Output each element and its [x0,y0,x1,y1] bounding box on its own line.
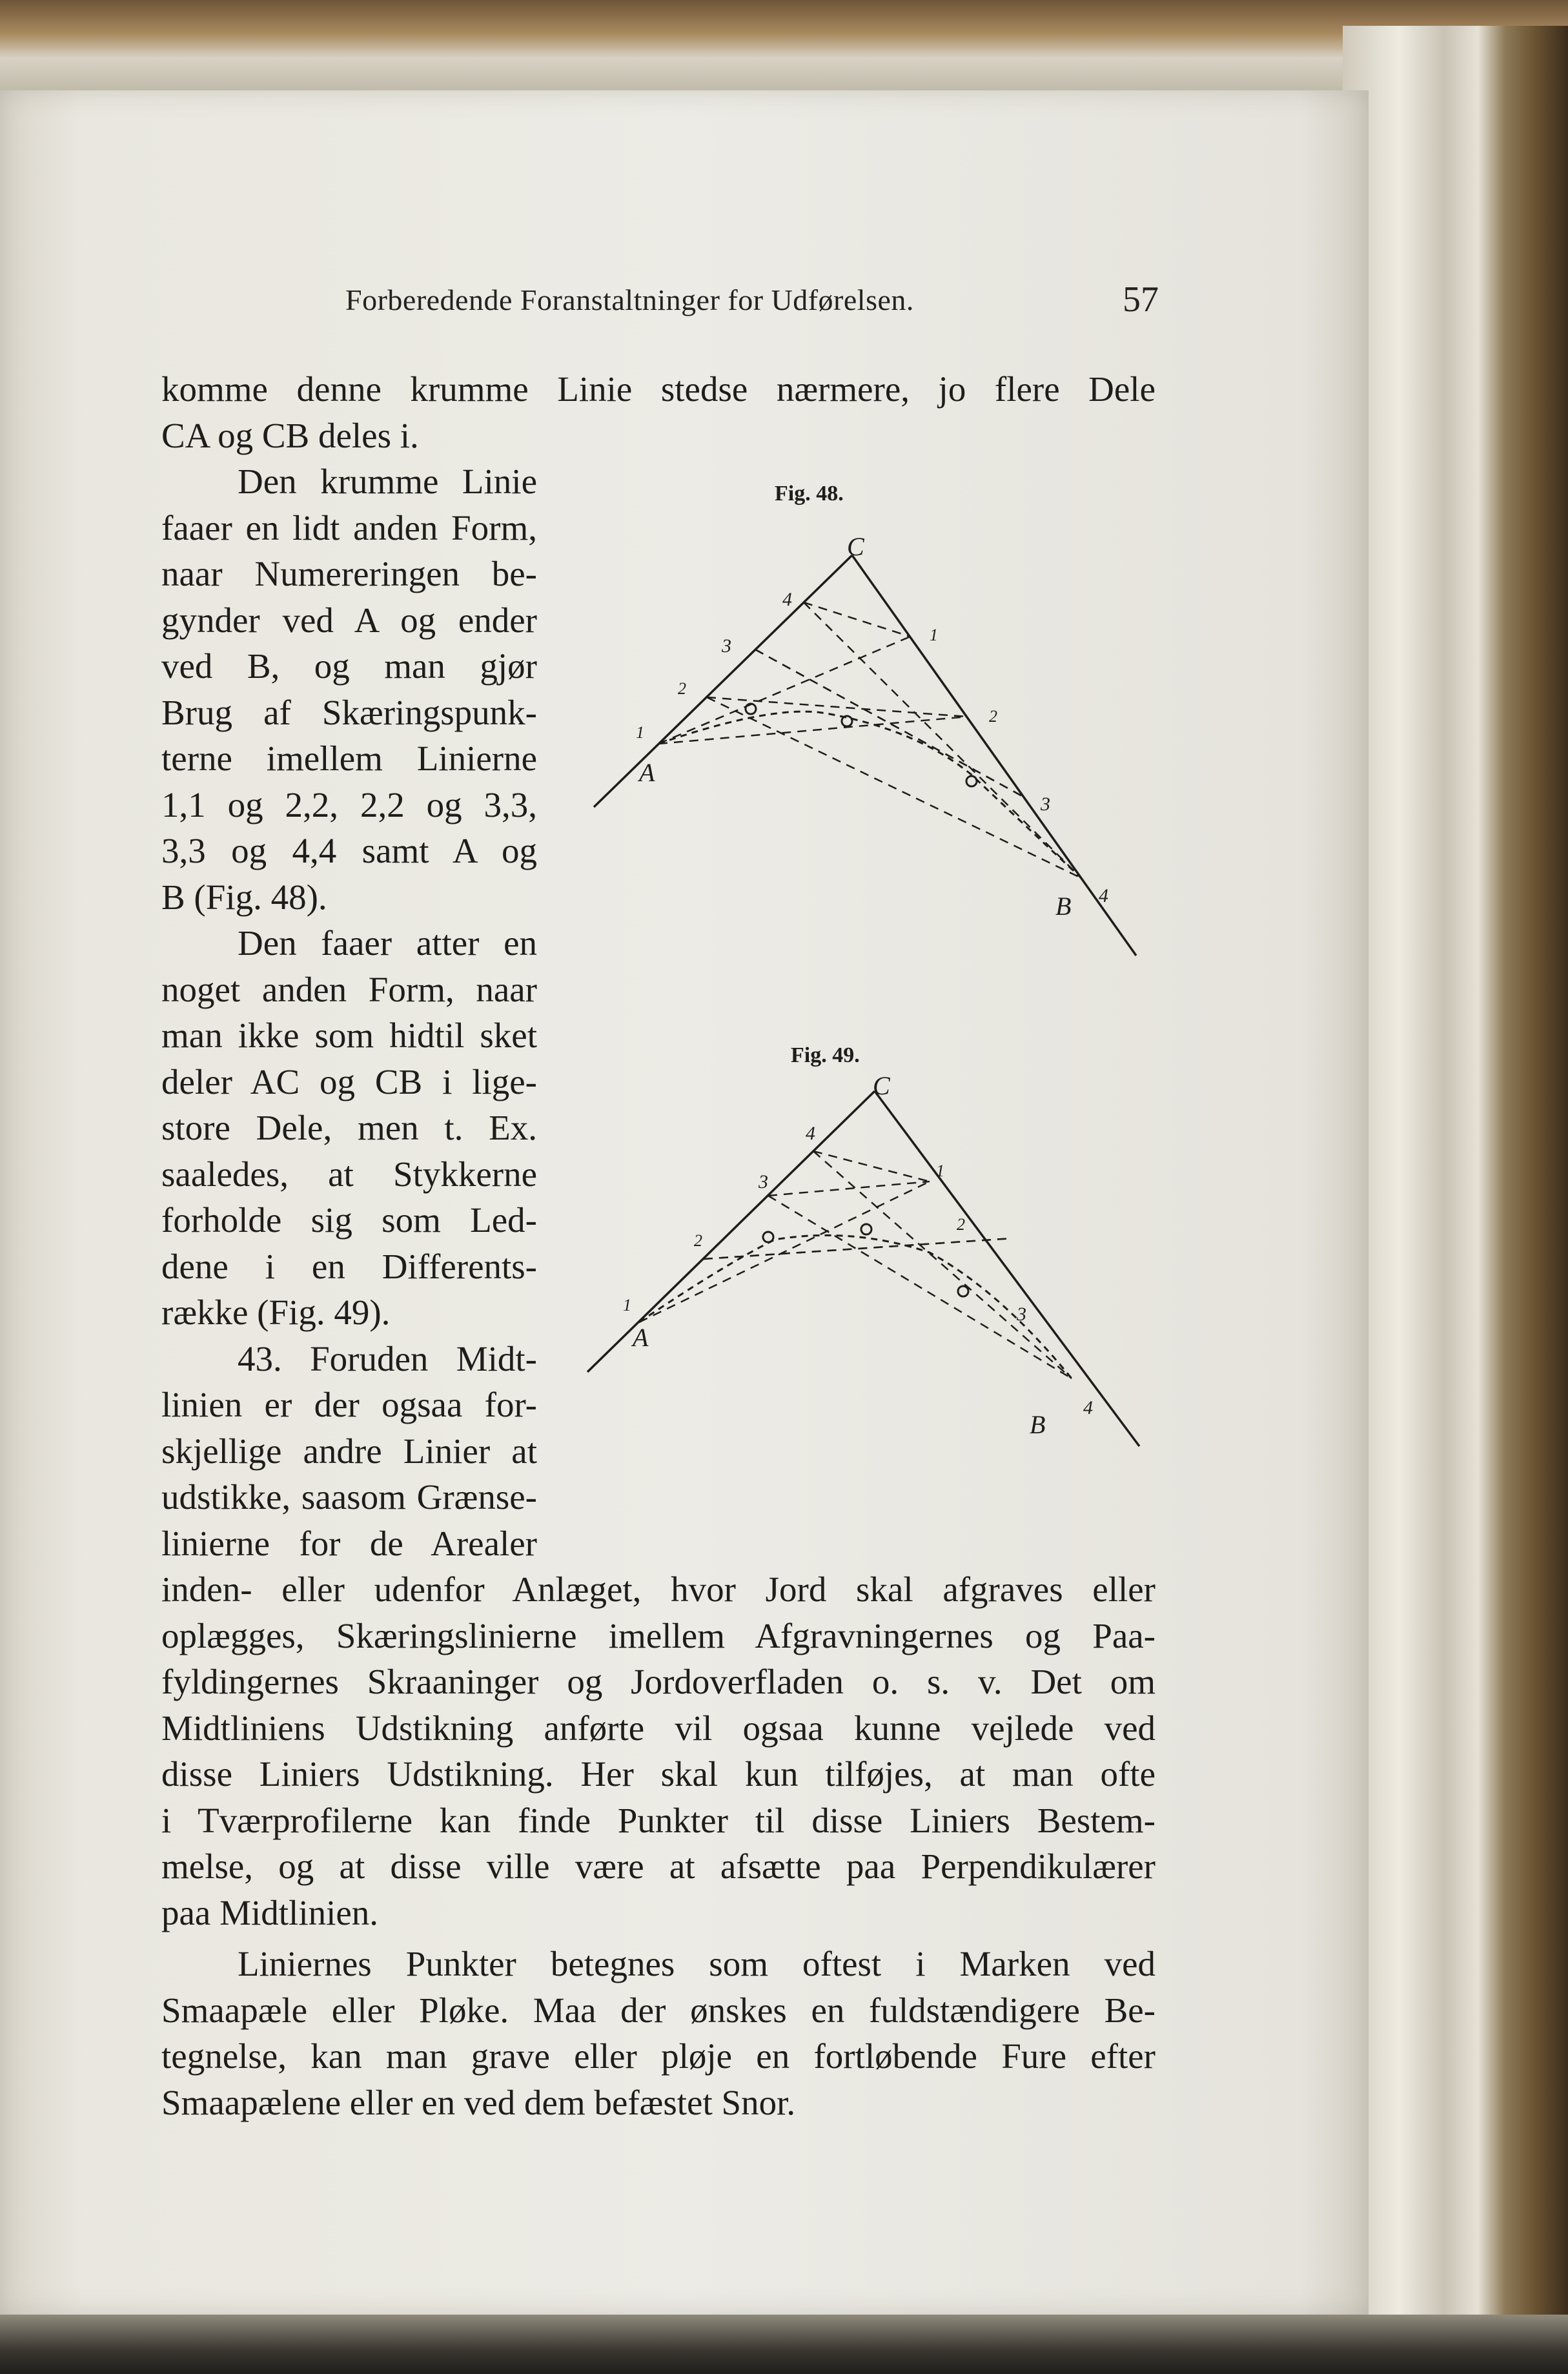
construction-lines [639,1151,1072,1378]
line-cb [875,1091,1139,1446]
text-line: 3,3 og 4,4 samt A og [161,831,537,870]
text-line: saaledes, at Stykkerne [161,1154,537,1194]
running-header [345,279,1159,324]
mark-left-4: 4 [806,1123,815,1144]
mark-left-3: 3 [722,635,731,657]
text-line: CA og CB deles i. [161,415,419,455]
text-line: oplægges, Skæringslinierne imellem Afgravningernes og Paa- [161,1615,1156,1655]
mark-right-3: 3 [1017,1304,1026,1325]
book-top-edge [0,0,1568,97]
text-line: deler AC og CB i lige- [161,1061,537,1101]
text-line: Liniernes Punkter betegnes som oftest i Marken ved [238,1944,1156,1983]
text-line: noget anden Form, naar [161,969,537,1009]
text-line: Brug af Skæringspunk- [161,692,537,732]
line-cb [852,555,1136,956]
text-line: disse Liniers Udstikning. Her skal kun tilføjes, at man ofte [161,1754,1156,1794]
text-line: fyldingernes Skraaninger og Jordoverfladen o. s. v. Det om [161,1662,1156,1701]
text-line: store Dele, men t. Ex. [161,1108,537,1147]
mark-right-4: 4 [1099,885,1108,906]
book-page-edges [1343,26,1568,2324]
running-title: Forberedende Foranstaltninger for Udførelsen. [345,283,914,316]
text-line: Smaapælene eller en ved dem befæstet Snor. [161,2082,796,2122]
text-line: linien er der ogsaa for- [161,1385,537,1424]
text-line: tegnelse, kan man grave eller pløje en fortløbende Fure efter [161,2036,1156,2076]
mark-left-4: 4 [782,589,792,610]
label-a: A [633,1323,649,1352]
curve [658,711,1081,878]
text-line: man ikke som hidtil sket [161,1016,537,1055]
text-line: komme denne krumme Linie stedse nærmere, jo flere Dele [161,369,1156,409]
text-line: skjellige andre Linier at [161,1431,537,1471]
text-line: naar Numereringen be- [161,554,537,593]
line-ca [587,1091,875,1372]
figure-49-caption: Fig. 49. [791,1043,860,1067]
mark-right-3: 3 [1041,793,1050,815]
label-a: A [639,758,655,787]
text-line: inden- eller udenfor Anlæget, hvor Jord skal afgraves eller [161,1570,1156,1609]
mark-left-3: 3 [759,1171,768,1192]
mark-left-1: 1 [636,723,644,742]
mark-right-2: 2 [957,1215,965,1234]
label-c: C [847,532,864,561]
text-line: Smaapæle eller Pløke. Maa der ønskes en fuldstændigere Be- [161,1990,1156,2030]
text-line: ved B, og man gjør [161,646,537,686]
text-line: B (Fig. 48). [161,877,327,917]
text-line: faaer en lidt anden Form, [161,507,537,547]
text-line: 1,1 og 2,2, 2,2 og 3,3, [161,784,537,824]
text-line: melse, og at disse ville være at afsætte paa Perpendikulærer [161,1847,1156,1886]
text-line: udstikke, saasom Grænse- [161,1477,537,1517]
page-number: 57 [1123,280,1159,320]
figure-48-diagram [581,471,1149,936]
mark-left-1: 1 [623,1296,631,1315]
mark-right-1: 1 [930,626,938,644]
intersection-points [746,704,977,786]
text-line: i Tværprofilerne kan finde Punkter til disse Liniers Bestem- [161,1800,1156,1840]
text-line: dene i en Differents- [161,1246,537,1286]
text-line: terne imellem Linierne [161,739,537,778]
text-line: Den faaer atter en [238,923,537,963]
figure-48 [581,471,1149,936]
text-line: linierne for de Arealer [161,1523,537,1563]
text-line: paa Midtlinien. [161,1892,379,1932]
book-bottom-edge [0,2315,1568,2374]
mark-right-4: 4 [1083,1397,1093,1418]
text-line: 43. Foruden Midt- [238,1338,537,1378]
mark-right-2: 2 [989,707,997,726]
mark-left-2: 2 [678,679,686,698]
text-line: Midtliniens Udstikning anførte vil ogsaa kunne vejlede ved [161,1708,1156,1748]
figure-48-caption: Fig. 48. [775,482,844,506]
label-b: B [1030,1410,1046,1439]
text-line: forholde sig som Led- [161,1200,537,1240]
intersection-points [763,1224,968,1296]
text-line: række (Fig. 49). [161,1293,391,1332]
text-line: gynder ved A og ender [161,600,537,640]
figure-49-diagram [581,1033,1149,1453]
mark-left-2: 2 [694,1231,702,1250]
figure-49 [581,1033,1149,1453]
mark-right-1: 1 [936,1161,944,1180]
text-line: Den krumme Linie [238,462,537,501]
label-b: B [1055,892,1072,921]
label-c: C [873,1071,890,1100]
